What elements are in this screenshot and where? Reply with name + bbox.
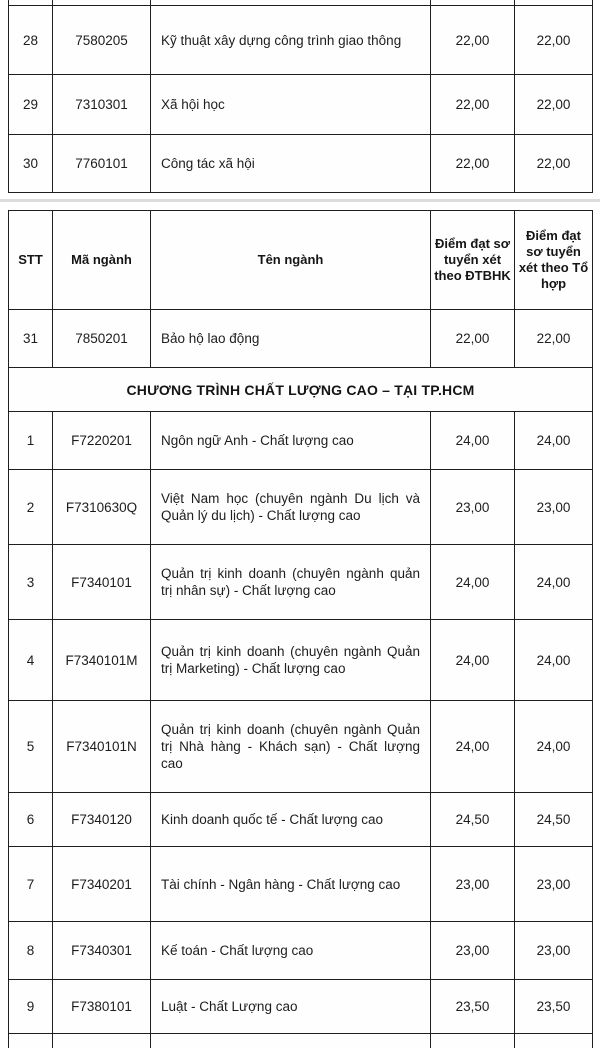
table-body bbox=[9, 310, 593, 368]
code-cell: 7760101 bbox=[53, 135, 151, 193]
header-name: Tên ngành bbox=[151, 211, 431, 310]
stt-cell: 9 bbox=[9, 980, 53, 1034]
score-dtbhk-cell: 23,00 bbox=[431, 847, 515, 922]
code-cell: F7340201 bbox=[53, 847, 151, 922]
cut-row-cell bbox=[431, 1034, 515, 1048]
name-cell: Quản trị kinh doanh (chuyên ngành Quản trị Nhà hàng - Khách sạn) - Chất lượng cao bbox=[151, 701, 431, 793]
cut-row-cell bbox=[151, 1034, 431, 1048]
table-row bbox=[9, 412, 593, 470]
section-header-row bbox=[9, 368, 593, 412]
admission-scores-table-top bbox=[8, 0, 593, 193]
stt-cell: 3 bbox=[9, 545, 53, 620]
score-dtbhk-cell: 23,00 bbox=[431, 922, 515, 980]
name-cell: Quản trị kinh doanh (chuyên ngành Quản trị Marketing) - Chất lượng cao bbox=[151, 620, 431, 701]
name-cell: Ngôn ngữ Anh - Chất lượng cao bbox=[151, 412, 431, 470]
score-dtbhk-cell: 23,50 bbox=[431, 980, 515, 1034]
score-tohop-cell: 23,00 bbox=[515, 470, 593, 545]
score-dtbhk-cell: 24,00 bbox=[431, 701, 515, 793]
code-cell: F7340101 bbox=[53, 545, 151, 620]
stt-cell: 8 bbox=[9, 922, 53, 980]
cut-off-row bbox=[9, 1034, 593, 1048]
score-dtbhk-cell: 22,00 bbox=[431, 75, 515, 135]
stt-cell: 5 bbox=[9, 701, 53, 793]
name-cell: Việt Nam học (chuyên ngành Du lịch và Quản lý du lịch) - Chất lượng cao bbox=[151, 470, 431, 545]
table-row bbox=[9, 980, 593, 1034]
page-scan-divider bbox=[0, 199, 600, 202]
score-tohop-cell: 23,50 bbox=[515, 980, 593, 1034]
table-row bbox=[9, 6, 593, 75]
score-tohop-cell: 22,00 bbox=[515, 6, 593, 75]
section-header-group bbox=[9, 368, 593, 412]
admission-scores-table-clc bbox=[8, 210, 593, 1048]
score-dtbhk-cell: 24,00 bbox=[431, 545, 515, 620]
stt-cell: 30 bbox=[9, 135, 53, 193]
code-cell: F7340120 bbox=[53, 793, 151, 847]
stt-cell: 6 bbox=[9, 793, 53, 847]
code-cell: F7220201 bbox=[53, 412, 151, 470]
table-body bbox=[9, 412, 593, 1034]
table-row bbox=[9, 310, 593, 368]
table-body bbox=[9, 6, 593, 193]
name-cell: Công tác xã hội bbox=[151, 135, 431, 193]
name-cell: Bảo hộ lao động bbox=[151, 310, 431, 368]
table-row bbox=[9, 470, 593, 545]
table-row bbox=[9, 922, 593, 980]
name-cell: Xã hội học bbox=[151, 75, 431, 135]
table-row bbox=[9, 701, 593, 793]
cut-row-cell bbox=[9, 1034, 53, 1048]
code-cell: 7850201 bbox=[53, 310, 151, 368]
score-dtbhk-cell: 22,00 bbox=[431, 6, 515, 75]
code-cell: F7340101M bbox=[53, 620, 151, 701]
score-dtbhk-cell: 24,00 bbox=[431, 412, 515, 470]
code-cell: 7580205 bbox=[53, 6, 151, 75]
table-row bbox=[9, 793, 593, 847]
score-tohop-cell: 24,00 bbox=[515, 701, 593, 793]
score-tohop-cell: 24,00 bbox=[515, 545, 593, 620]
code-cell: F7340101N bbox=[53, 701, 151, 793]
name-cell: Quản trị kinh doanh (chuyên ngành quản trị nhân sự) - Chất lượng cao bbox=[151, 545, 431, 620]
table-row bbox=[9, 135, 593, 193]
header-score-dtbhk: Điểm đạt sơ tuyển xét theo ĐTBHK bbox=[431, 211, 515, 310]
stt-cell: 29 bbox=[9, 75, 53, 135]
score-dtbhk-cell: 24,00 bbox=[431, 620, 515, 701]
score-tohop-cell: 23,00 bbox=[515, 922, 593, 980]
cut-row-cell bbox=[53, 1034, 151, 1048]
score-tohop-cell: 23,00 bbox=[515, 847, 593, 922]
name-cell: Kế toán - Chất lượng cao bbox=[151, 922, 431, 980]
score-tohop-cell: 22,00 bbox=[515, 75, 593, 135]
code-cell: 7310301 bbox=[53, 75, 151, 135]
score-tohop-cell: 24,00 bbox=[515, 412, 593, 470]
score-dtbhk-cell: 24,50 bbox=[431, 793, 515, 847]
name-cell: Kỹ thuật xây dựng công trình giao thông bbox=[151, 6, 431, 75]
name-cell: Kinh doanh quốc tế - Chất lượng cao bbox=[151, 793, 431, 847]
section-title: CHƯƠNG TRÌNH CHẤT LƯỢNG CAO – TẠI TP.HCM bbox=[9, 368, 593, 412]
table-row bbox=[9, 620, 593, 701]
score-dtbhk-cell: 23,00 bbox=[431, 470, 515, 545]
stt-cell: 28 bbox=[9, 6, 53, 75]
code-cell: F7380101 bbox=[53, 980, 151, 1034]
header-code: Mã ngành bbox=[53, 211, 151, 310]
name-cell: Tài chính - Ngân hàng - Chất lượng cao bbox=[151, 847, 431, 922]
score-dtbhk-cell: 22,00 bbox=[431, 310, 515, 368]
name-cell: Luật - Chất Lượng cao bbox=[151, 980, 431, 1034]
cut-row-cell bbox=[515, 1034, 593, 1048]
cut-row-group bbox=[9, 1034, 593, 1048]
stt-cell: 7 bbox=[9, 847, 53, 922]
table-row bbox=[9, 545, 593, 620]
table-row bbox=[9, 847, 593, 922]
code-cell: F7310630Q bbox=[53, 470, 151, 545]
code-cell: F7340301 bbox=[53, 922, 151, 980]
score-tohop-cell: 22,00 bbox=[515, 310, 593, 368]
score-dtbhk-cell: 22,00 bbox=[431, 135, 515, 193]
score-tohop-cell: 22,00 bbox=[515, 135, 593, 193]
header-stt: STT bbox=[9, 211, 53, 310]
stt-cell: 4 bbox=[9, 620, 53, 701]
stt-cell: 2 bbox=[9, 470, 53, 545]
header-score-tohop: Điểm đạt sơ tuyển xét theo Tổ hợp bbox=[515, 211, 593, 310]
table-row bbox=[9, 75, 593, 135]
score-tohop-cell: 24,00 bbox=[515, 620, 593, 701]
stt-cell: 31 bbox=[9, 310, 53, 368]
score-tohop-cell: 24,50 bbox=[515, 793, 593, 847]
stt-cell: 1 bbox=[9, 412, 53, 470]
table-header bbox=[9, 211, 593, 310]
header-row bbox=[9, 211, 593, 310]
